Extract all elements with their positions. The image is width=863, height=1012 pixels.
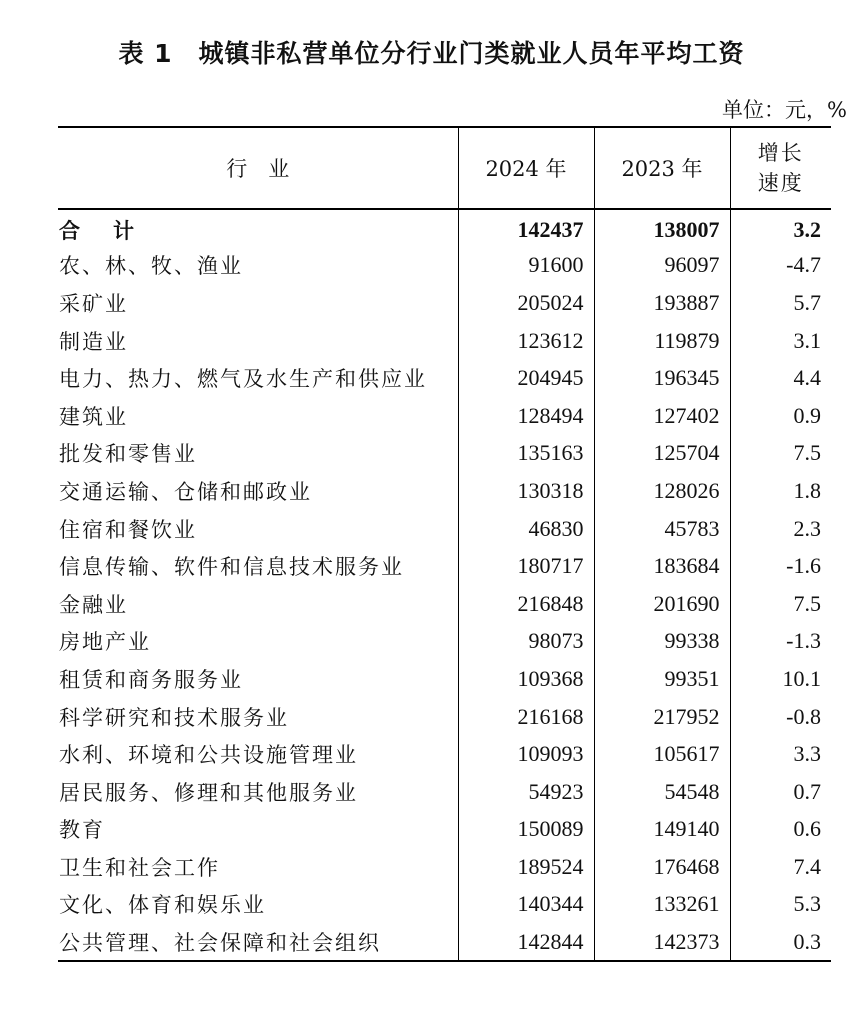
table-row [58, 397, 831, 435]
value-2023-cell: 217952 [594, 698, 730, 736]
growth-cell: 7.5 [730, 435, 831, 473]
value-2023-cell: 149140 [594, 811, 730, 849]
value-2023-cell: 119879 [594, 322, 730, 360]
industry-cell: 文化、体育和娱乐业 [59, 893, 266, 918]
industry-cell: 信息传输、软件和信息技术服务业 [59, 555, 404, 580]
value-2023-cell: 99351 [594, 660, 730, 698]
value-2023-cell: 127402 [594, 397, 730, 435]
value-2024-cell: 91600 [458, 247, 594, 285]
value-2024-cell: 216168 [458, 698, 594, 736]
table-row [58, 585, 831, 623]
industry-cell: 建筑业 [59, 404, 128, 429]
table-row [58, 247, 831, 285]
table-row [58, 811, 831, 849]
value-2023-cell: 142373 [594, 923, 730, 961]
industry-cell: 合 计 [59, 219, 140, 244]
table-row [58, 848, 831, 886]
table-row [58, 472, 831, 510]
growth-cell: -1.6 [730, 547, 831, 585]
growth-cell: 1.8 [730, 472, 831, 510]
industry-cell: 卫生和社会工作 [59, 855, 220, 880]
table-row [58, 322, 831, 360]
value-2023-cell: 196345 [594, 359, 730, 397]
industry-cell: 农、林、牧、渔业 [59, 254, 243, 279]
industry-cell: 制造业 [59, 329, 128, 354]
growth-cell: 7.4 [730, 848, 831, 886]
growth-cell: 7.5 [730, 585, 831, 623]
industry-cell: 交通运输、仓储和邮政业 [59, 479, 312, 504]
table-row [58, 284, 831, 322]
value-2023-cell: 138007 [594, 209, 730, 247]
growth-cell: 0.6 [730, 811, 831, 849]
table-row [58, 547, 831, 585]
growth-cell: -4.7 [730, 247, 831, 285]
table-row [58, 435, 831, 473]
value-2024-cell: 46830 [458, 510, 594, 548]
header-growth-line1: 增长 [757, 141, 804, 165]
value-2024-cell: 54923 [458, 773, 594, 811]
value-2023-cell: 105617 [594, 735, 730, 773]
table-title: 表 1 城镇非私营单位分行业门类就业人员年平均工资 [118, 39, 745, 68]
value-2024-cell: 205024 [458, 284, 594, 322]
value-2024-cell: 150089 [458, 811, 594, 849]
header-industry: 行 业 [58, 127, 458, 209]
industry-cell: 居民服务、修理和其他服务业 [59, 780, 358, 805]
growth-cell: 5.3 [730, 886, 831, 924]
table-row [58, 735, 831, 773]
value-2024-cell: 109368 [458, 660, 594, 698]
growth-cell: 4.4 [730, 359, 831, 397]
value-2023-cell: 176468 [594, 848, 730, 886]
industry-cell: 金融业 [59, 592, 128, 617]
industry-cell: 租赁和商务服务业 [59, 667, 243, 692]
value-2024-cell: 204945 [458, 359, 594, 397]
value-2024-cell: 142844 [458, 923, 594, 961]
growth-cell: 10.1 [730, 660, 831, 698]
value-2023-cell: 96097 [594, 247, 730, 285]
industry-cell: 采矿业 [59, 291, 128, 316]
table-header [58, 127, 831, 209]
header-growth-line2: 速度 [757, 171, 804, 195]
header-2023: 2023 年 [594, 127, 730, 209]
wage-table [58, 126, 831, 962]
total-row [58, 209, 831, 247]
growth-cell: -0.8 [730, 698, 831, 736]
value-2024-cell: 216848 [458, 585, 594, 623]
industry-cell: 房地产业 [59, 630, 151, 655]
value-2024-cell: 140344 [458, 886, 594, 924]
industry-cell: 科学研究和技术服务业 [59, 705, 289, 730]
growth-cell: 5.7 [730, 284, 831, 322]
industry-cell: 住宿和餐饮业 [59, 517, 197, 542]
value-2024-cell: 135163 [458, 435, 594, 473]
table-row [58, 510, 831, 548]
growth-cell: 3.2 [730, 209, 831, 247]
header-row [58, 127, 831, 209]
value-2024-cell: 98073 [458, 623, 594, 661]
value-2024-cell: 128494 [458, 397, 594, 435]
industry-cell: 批发和零售业 [59, 442, 197, 467]
value-2023-cell: 45783 [594, 510, 730, 548]
table-row [58, 359, 831, 397]
industry-cell: 教育 [59, 818, 105, 843]
table-row [58, 923, 831, 961]
unit-label: 单位：元，% [722, 98, 847, 122]
header-2024: 2024 年 [458, 127, 594, 209]
growth-cell: 0.9 [730, 397, 831, 435]
value-2023-cell: 128026 [594, 472, 730, 510]
value-2023-cell: 99338 [594, 623, 730, 661]
growth-cell: 3.3 [730, 735, 831, 773]
value-2024-cell: 109093 [458, 735, 594, 773]
value-2023-cell: 183684 [594, 547, 730, 585]
industry-cell: 公共管理、社会保障和社会组织 [58, 923, 458, 961]
growth-cell: 2.3 [730, 510, 831, 548]
table-row [58, 886, 831, 924]
growth-cell: 0.7 [730, 773, 831, 811]
table-row [58, 698, 831, 736]
value-2024-cell: 123612 [458, 322, 594, 360]
growth-cell: 0.3 [730, 923, 831, 961]
header-growth [730, 127, 831, 209]
table-row [58, 623, 831, 661]
industry-cell: 水利、环境和公共设施管理业 [59, 743, 358, 768]
value-2024-cell: 189524 [458, 848, 594, 886]
table-row [58, 773, 831, 811]
value-2024-cell: 142437 [458, 209, 594, 247]
growth-cell: -1.3 [730, 623, 831, 661]
value-2024-cell: 130318 [458, 472, 594, 510]
industry-cell: 电力、热力、燃气及水生产和供应业 [59, 367, 427, 392]
value-2023-cell: 125704 [594, 435, 730, 473]
table-body [58, 209, 831, 961]
value-2023-cell: 54548 [594, 773, 730, 811]
table-row [58, 660, 831, 698]
value-2023-cell: 193887 [594, 284, 730, 322]
growth-cell: 3.1 [730, 322, 831, 360]
value-2024-cell: 180717 [458, 547, 594, 585]
value-2023-cell: 133261 [594, 886, 730, 924]
value-2023-cell: 201690 [594, 585, 730, 623]
